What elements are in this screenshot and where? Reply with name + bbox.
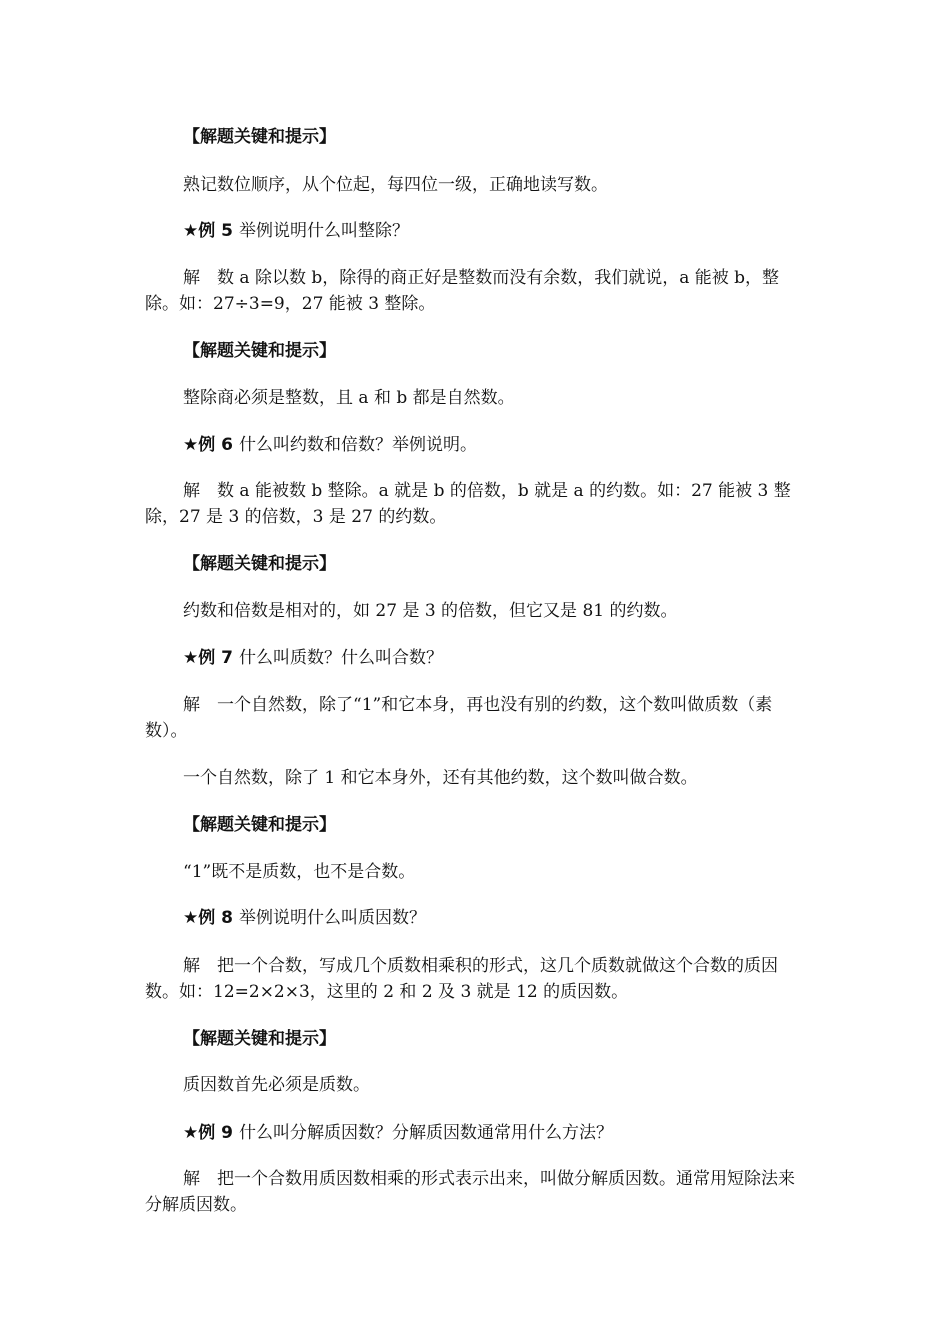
example-question: 举例说明什么叫质因数？ [239, 908, 426, 928]
section-heading: 【解题关键和提示】 [183, 341, 336, 361]
paragraph: 约数和倍数是相对的，如 27 是 3 的倍数，但它又是 81 的约数。 [183, 601, 678, 621]
example-question: 什么叫约数和倍数？举例说明。 [239, 435, 477, 455]
section-heading: 【解题关键和提示】 [183, 815, 336, 835]
example-label: ★例 6 [183, 435, 233, 455]
section-heading: 【解题关键和提示】 [183, 1029, 336, 1049]
paragraph: 解 数 a 除以数 b，除得的商正好是整数而没有余数，我们就说，a 能被 b，整除。如：27÷3=9，27 能被 3 整除。 [145, 268, 780, 314]
example-title [183, 432, 847, 458]
paragraph: 一个自然数，除了 1 和它本身外，还有其他约数，这个数叫做合数。 [183, 768, 698, 788]
section-heading: 【解题关键和提示】 [183, 554, 336, 574]
paragraph: 解 数 a 能被数 b 整除。a 就是 b 的倍数，b 就是 a 的约数。如：27 能被 3 整除，27 是 3 的倍数，3 是 27 的约数。 [145, 481, 791, 527]
paragraph: 熟记数位顺序，从个位起，每四位一级，正确地读写数。 [183, 175, 608, 195]
paragraph: 质因数首先必须是质数。 [183, 1075, 370, 1095]
example-label: ★例 9 [183, 1123, 233, 1143]
example-question: 什么叫分解质因数？分解质因数通常用什么方法？ [239, 1123, 613, 1143]
paragraph: 解 一个自然数，除了“1”和它本身，再也没有别的约数，这个数叫做质数（素数）。 [145, 695, 773, 741]
example-question: 举例说明什么叫整除？ [239, 221, 409, 241]
example-title [183, 905, 847, 931]
example-label: ★例 8 [183, 908, 233, 928]
example-title [183, 645, 847, 671]
example-label: ★例 5 [183, 221, 233, 241]
example-label: ★例 7 [183, 648, 233, 668]
paragraph: “1”既不是质数，也不是合数。 [183, 862, 416, 882]
section-heading: 【解题关键和提示】 [183, 127, 336, 147]
example-title [183, 1120, 847, 1146]
paragraph: 整除商必须是整数，且 a 和 b 都是自然数。 [183, 388, 515, 408]
paragraph: 解 把一个合数用质因数相乘的形式表示出来，叫做分解质因数。通常用短除法来分解质因数。 [145, 1169, 795, 1215]
paragraph: 解 把一个合数，写成几个质数相乘积的形式，这几个质数就做这个合数的质因数。如：12=2×2×3，这里的 2 和 2 及 3 就是 12 的质因数。 [145, 956, 778, 1002]
example-question: 什么叫质数？什么叫合数？ [239, 648, 443, 668]
example-title [183, 218, 847, 244]
